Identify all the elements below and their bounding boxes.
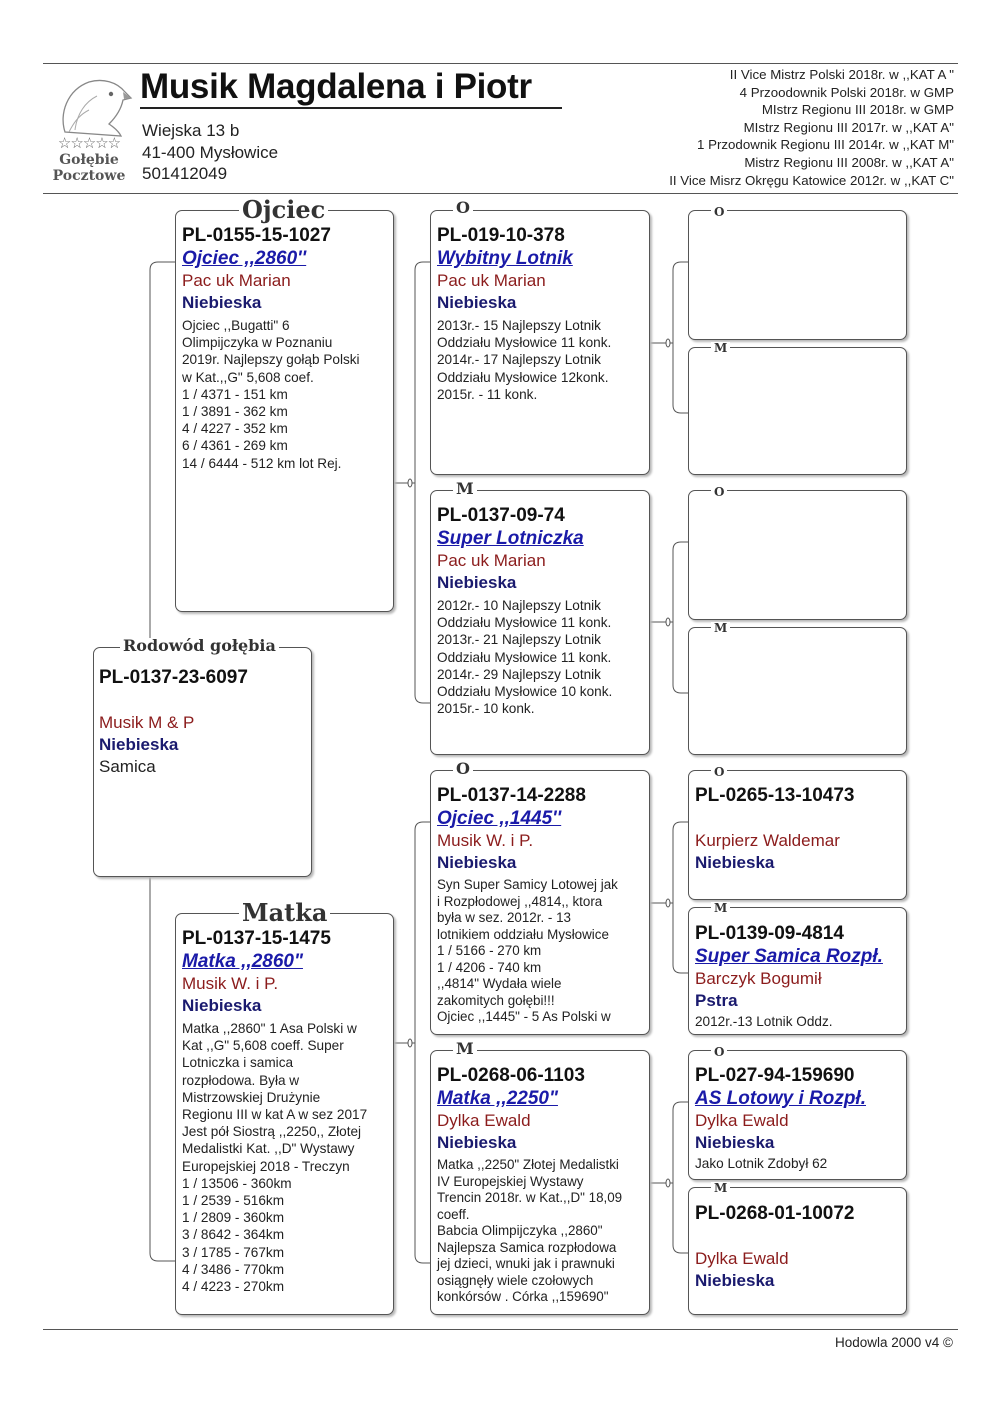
dam-label: M xyxy=(711,342,730,354)
ring-number: PL-027-94-159690 xyxy=(695,1065,855,1086)
dam-label: M xyxy=(711,622,730,634)
achievement: II Vice Misrz Okręgu Katowice 2012r. w ,,KAT C" xyxy=(669,172,954,188)
breeder-name: Musik M & P xyxy=(99,713,195,732)
breeder-name: Musik W. i P. xyxy=(437,831,534,850)
plumage-color: Niebieska xyxy=(695,1271,775,1290)
description: Syn Super Samicy Lotowej jak i Rozpłodowej ,,4814,, ktora była w sez. 2012r. - 13 lotnikiem oddziału Mysłowice 1 / 5166 - 270 km 1 / 4206 - 740 km ,,4814" Wydała wiele zakomitych gołębi!!! Ojciec ,,1445" - 5 As Polski w xyxy=(437,877,618,1024)
sire-label: O xyxy=(711,1046,727,1058)
plumage-color: Niebieska xyxy=(182,996,262,1015)
dam-label: M xyxy=(711,1182,730,1194)
plumage-color: Niebieska xyxy=(695,1133,775,1152)
achievement: MIstrz Regionu III 2017r. w ,,KAT A" xyxy=(743,119,954,135)
sire-label: O xyxy=(711,486,727,498)
mother-label: Matka xyxy=(239,901,330,925)
great-grandfather-box[interactable] xyxy=(688,1050,907,1180)
logo-text: Gołębie Pocztowe xyxy=(52,152,126,184)
footer-rule xyxy=(43,1329,958,1330)
pigeon-name[interactable]: Super Lotniczka xyxy=(437,528,584,549)
five-stars-icon: ☆☆☆☆☆ xyxy=(57,135,121,152)
address-street: Wiejska 13 b xyxy=(142,121,240,140)
description: Ojciec ,,Bugatti" 6 Olimpijczyka w Poznaniu 2019r. Najlepszy gołąb Polski w Kat.,,G" 5,608 coef. 1 / 4371 - 151 km 1 / 3891 - 362 km 4 / 4227 - 352 km 6 / 4361 - 269 km 14 / 6444 - 512 km lot Rej. xyxy=(182,318,360,471)
plumage-color: Pstra xyxy=(695,991,738,1010)
plumage-color: Niebieska xyxy=(695,853,775,872)
pigeon-name[interactable]: Wybitny Lotnik xyxy=(437,248,573,269)
great-grandmother-box[interactable] xyxy=(688,347,907,475)
phone-number: 501412049 xyxy=(142,164,228,183)
ring-number: PL-0137-09-74 xyxy=(437,505,565,526)
paternal-grandmother-box[interactable] xyxy=(430,490,650,755)
breeder-name: Dylka Ewald xyxy=(695,1111,789,1130)
achievement: Mistrz Regionu III 2008r. w ,,KAT A" xyxy=(744,154,954,170)
ring-number: PL-019-10-378 xyxy=(437,225,565,246)
achievement: II Vice Mistrz Polski 2018r. w ,,KAT A " xyxy=(729,67,954,82)
ring-number: PL-0137-23-6097 xyxy=(99,667,248,688)
ring-number: PL-0137-15-1475 xyxy=(182,928,331,949)
ring-number: PL-0155-15-1027 xyxy=(182,225,331,246)
breeder-name: Kurpierz Waldemar xyxy=(695,831,840,850)
breeder-name: Dylka Ewald xyxy=(437,1111,531,1130)
maternal-grandmother-box[interactable] xyxy=(430,1050,650,1315)
dam-label: M xyxy=(453,1041,477,1057)
ring-number: PL-0268-01-10072 xyxy=(695,1203,855,1224)
achievement: 1 Przodownik Regionu III 2014r. w ,,KAT M" xyxy=(697,137,954,153)
ring-number: PL-0265-13-10473 xyxy=(695,785,855,806)
great-grandmother-box[interactable] xyxy=(688,907,907,1035)
breeder-name: Musik W. i P. xyxy=(182,974,279,993)
breeder-name: Dylka Ewald xyxy=(695,1249,789,1268)
dam-label: M xyxy=(453,481,477,497)
great-grandfather-box[interactable] xyxy=(688,210,907,340)
ring-number: PL-0139-09-4814 xyxy=(695,923,844,944)
dam-label: M xyxy=(711,902,730,914)
plumage-color: Niebieska xyxy=(437,293,517,312)
breeder-name: Pac uk Marian xyxy=(182,271,291,290)
breeder-name: Barczyk Bogumił xyxy=(695,969,822,988)
plumage-color: Niebieska xyxy=(437,853,517,872)
pigeon-name[interactable]: Ojciec ,,1445'' xyxy=(437,808,562,829)
description: 2012r.-13 Lotnik Oddz. xyxy=(695,1014,833,1029)
software-credit: Hodowla 2000 v4 © xyxy=(834,1335,953,1350)
plumage-color: Niebieska xyxy=(182,293,262,312)
father-box[interactable] xyxy=(175,210,394,612)
pigeon-name[interactable]: Matka ,,2860" xyxy=(182,951,303,972)
great-grandfather-box[interactable] xyxy=(688,490,907,620)
sire-label: O xyxy=(453,761,473,777)
sire-label: O xyxy=(711,206,727,218)
sex: Samica xyxy=(99,757,156,776)
great-grandmother-box[interactable] xyxy=(688,1187,907,1315)
sire-label: O xyxy=(711,766,727,778)
breeder-name: Pac uk Marian xyxy=(437,271,546,290)
pigeon-name[interactable]: AS Lotowy i Rozpł. xyxy=(695,1088,866,1109)
description: 2013r.- 15 Najlepszy Lotnik Oddziału Mysłowice 11 konk. 2014r.- 17 Najlepszy Lotnik Oddziału Mysłowice 12konk. 2015r. - 11 konk. xyxy=(437,318,612,402)
description: Matka ,,2250" Złotej Medalistki IV Europejskiej Wystawy Trencin 2018r. w Kat.,,D" 18,09 coeff. Babcia Olimpijczyka ,,2860" Najlepsza Samica rozpłodowa jej dzieci, wnuki jak i prawnuki osiągnęły wiele czołowych konkórsów . Córka ,,159690" xyxy=(437,1157,623,1304)
ring-number: PL-0137-14-2288 xyxy=(437,785,586,806)
pigeon-name[interactable]: Matka ,,2250" xyxy=(437,1088,558,1109)
great-grandmother-box[interactable] xyxy=(688,627,907,755)
description: Matka ,,2860" 1 Asa Polski w Kat ,,G" 5,608 coeff. Super Lotniczka i samica rozpłodowa. Była w Mistrzowskiej Drużynie Regionu III w kat A w sez 2017 Jest pół Siostrą ,,2250,, Złotej Medalistki Kat. ,,D" Wystawy Europejskiej 2018 - Treczyn 1 / 13506 - 360km 1 / 2539 - 516km 1 / 2809 - 360km 3 / 8642 - 364km 3 / 1785 - 767km 4 / 3486 - 770km 4 / 4223 - 270km xyxy=(182,1021,368,1295)
great-grandfather-box[interactable] xyxy=(688,770,907,900)
pigeon-name[interactable]: Super Samica Rozpł. xyxy=(695,946,883,967)
address-city: 41-400 Mysłowice xyxy=(142,143,279,162)
breeder-title: Musik Magdalena i Piotr xyxy=(140,67,532,106)
plumage-color: Niebieska xyxy=(437,1133,517,1152)
breeder-name: Pac uk Marian xyxy=(437,551,546,570)
subject-box[interactable] xyxy=(93,647,312,877)
maternal-grandfather-box[interactable] xyxy=(430,770,650,1035)
plumage-color: Niebieska xyxy=(437,573,517,592)
achievement: 4 Przoodownik Polski 2018r. w GMP xyxy=(739,84,954,100)
sire-label: O xyxy=(453,200,473,216)
description: 2012r.- 10 Najlepszy Lotnik Oddziału Mysłowice 11 konk. 2013r.- 21 Najlepszy Lotnik Oddziału Mysłowice 11 konk. 2014r.- 29 Najlepszy Lotnik Oddziału Mysłowice 10 konk. 2015r.- 10 konk. xyxy=(437,598,613,717)
plumage-color: Niebieska xyxy=(99,735,179,754)
paternal-grandfather-box[interactable] xyxy=(430,210,650,475)
father-label: Ojciec xyxy=(239,198,328,222)
ring-number: PL-0268-06-1103 xyxy=(437,1065,585,1086)
subject-label: Rodowód gołębia xyxy=(120,638,279,654)
achievement: MIstrz Regionu III 2018r. w GMP xyxy=(761,102,954,118)
mother-box[interactable] xyxy=(175,913,394,1315)
description: Jako Lotnik Zdobył 62 xyxy=(695,1156,828,1171)
pigeon-name[interactable]: Ojciec ,,2860'' xyxy=(182,248,307,269)
